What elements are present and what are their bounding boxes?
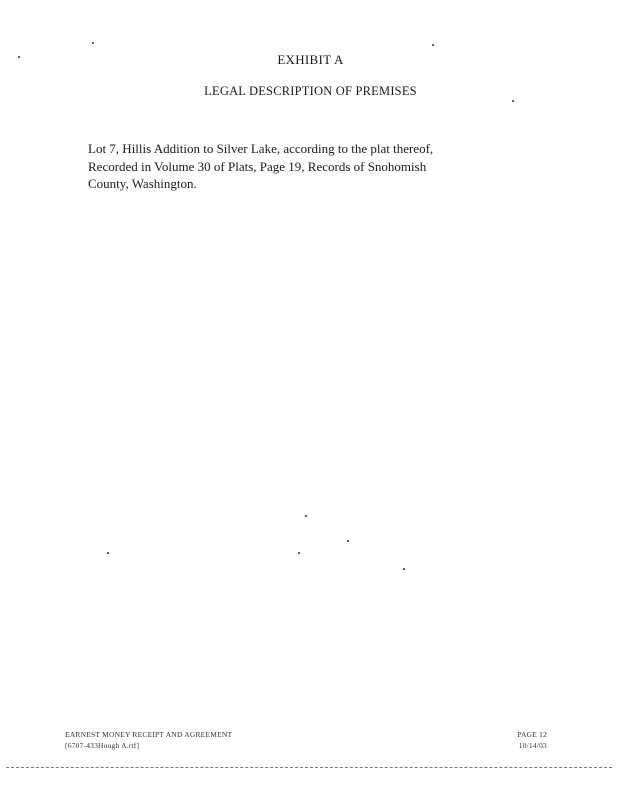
legal-description-line: Lot 7, Hillis Addition to Silver Lake, according to the plat thereof,: [88, 141, 434, 156]
scan-speck: [403, 568, 405, 570]
scan-speck: [305, 515, 307, 517]
scan-speck: [107, 552, 109, 554]
legal-description-line: County, Washington.: [88, 176, 197, 191]
footer-right: [517, 729, 547, 751]
footer-date: 10/14/03: [518, 741, 547, 750]
exhibit-title: EXHIBIT A: [277, 52, 344, 67]
footer-document-name: EARNEST MONEY RECEIPT AND AGREEMENT: [65, 730, 233, 739]
scan-speck: [512, 100, 514, 102]
exhibit-subtitle: LEGAL DESCRIPTION OF PREMISES: [204, 84, 417, 98]
legal-description: [88, 140, 478, 193]
footer-page-number: PAGE 12: [517, 730, 547, 739]
scan-speck: [432, 44, 434, 46]
scan-speck: [298, 552, 300, 554]
scan-speck: [92, 42, 94, 44]
scan-speck: [18, 56, 20, 58]
scan-artifact-line: [6, 767, 612, 768]
scan-speck: [347, 540, 349, 542]
footer-file-reference: [6707-433Hough A.rtf]: [65, 741, 140, 750]
legal-description-line: Recorded in Volume 30 of Plats, Page 19, Records of Snohomish: [88, 158, 427, 174]
footer-left: [65, 729, 232, 751]
